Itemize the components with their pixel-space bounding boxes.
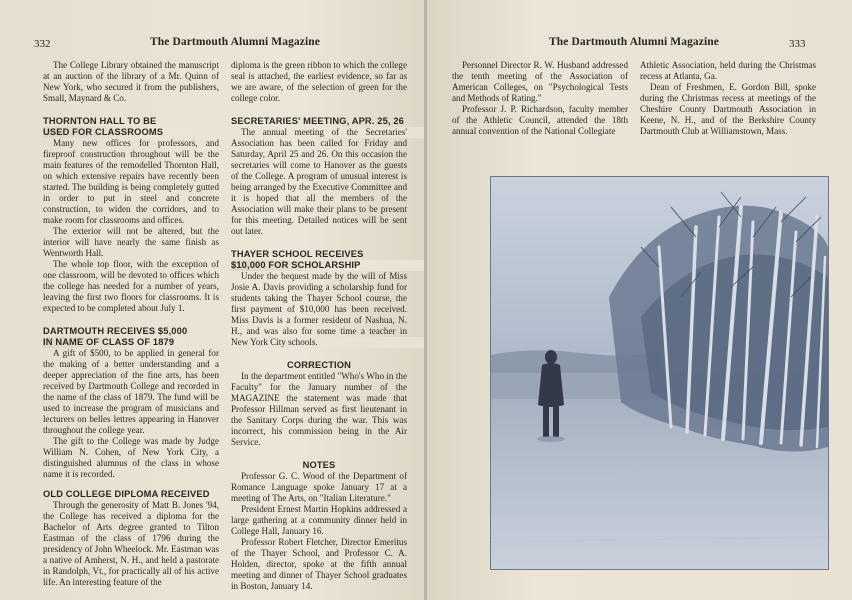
paragraph: Personnel Director R. W. Husband addressed the tenth meeting of the Association of American Colleges, on "Psychological Tests and Methods of Rating." (452, 60, 628, 103)
paragraph: President Ernest Martin Hopkins addressed a large gathering at a community dinner held in College Hall, January 16. (231, 504, 407, 536)
winter-birch-photograph (490, 176, 829, 570)
paragraph: Under the bequest made by the will of Miss Josie A. Davis providing a scholarship fund for students taking the Thayer School course, the first payment of $10,000 has been received. Miss Davis is a former resident of Nashua, N. H., and was also for some time a teacher in New York City schools. (231, 271, 407, 347)
paragraph: The College Library obtained the manuscript at an auction of the library of a Mr. Quinn of New York, who secured it from the publishers, Small, Maynard & Co. (43, 60, 219, 103)
left-page-column-1 (43, 60, 219, 588)
article-heading: CORRECTION (287, 360, 351, 370)
paragraph: The whole top floor, with the exception of one classroom, will be devoted to offices which the college has needed for a number of years, leaving the first two floors for classrooms. It is expected to be completed about July 1. (43, 259, 219, 313)
paragraph: A gift of $500, to be applied in general for the making of a better understanding and a deeper appreciation of the fine arts, has been received by Dartmouth College and recorded in the name of the class of 1879. The fund will be used to increase the program of musicians and lecturers on belles lettres appearing in Hanover throughout the college year. (43, 348, 219, 435)
article-heading: DARTMOUTH RECEIVES $5,000 IN NAME OF CLASS OF 1879 (43, 326, 219, 348)
paragraph: Professor J. P. Richardson, faculty member of the Athletic Council, attended the 18th annual convention of the National Collegiate (452, 104, 628, 136)
paragraph: Through the generosity of Matt B. Jones '94, the College has received a diploma for the Bachelor of Arts degree granted to Tilton Eastman of the class of 1796 during the presidency of John Wheelock. Mr. Eastman was a native of Amherst, N. H., and held a pastorate in Randolph, Vt., for practically all of his active life. An interesting feature of the (43, 500, 219, 587)
article-heading: NOTES (302, 460, 336, 470)
paragraph: The annual meeting of the Secretaries' Association has been called for Friday and Saturday, April 25 and 26. On this occasion the secretaries will come to Hanover as the guests of the College. A program of unusual interest is being arranged by the Executive Committee and it is hoped that all the members of the Association will make their plans to be present for this meeting. Detailed notices will be sent out later. (231, 127, 407, 236)
paragraph: In the department entitled "Who's Who in the Faculty" for the January number of the MAGAZINE the statement was made that Professor Hillman served as first lieutenant in the Sanitary Corps during the war. This was incorrect, his commission being in the Air Service. (231, 371, 407, 447)
running-header: The Dartmouth Alumni Magazine (150, 36, 320, 48)
page-number: 333 (789, 38, 806, 50)
paragraph: Many new offices for professors, and fireproof construction throughout will be the main features of the remodelled Thornton Hall, on which extensive repairs have recently been started. The building is being completely gutted in order to put in steel and concrete construction, to widen the corridors, and to make room for classrooms and offices. (43, 138, 219, 225)
paragraph: Professor G. C. Wood of the Department of Romance Language spoke January 17 at a meeting of The Arts, on "Italian Literature." (231, 471, 407, 503)
left-page-column-2 (231, 60, 407, 592)
right-page-column-2 (640, 60, 816, 137)
paragraph: diploma is the green ribbon to which the college seal is attached, the earliest evidence, so far as we are aware, of the selection of green for the college color. (231, 60, 407, 103)
article-heading: THAYER SCHOOL RECEIVES $10,000 FOR SCHOLARSHIP (231, 249, 407, 271)
paragraph: Professor Robert Fletcher, Director Emeritus of the Thayer School, and Professor C. A. Holden, director, spoke at the fifth annual meeting and dinner of Thayer School graduates in Boston, January 14. (231, 537, 407, 591)
right-page-column-1 (452, 60, 628, 137)
running-header: The Dartmouth Alumni Magazine (549, 36, 719, 48)
paragraph: The gift to the College was made by Judge William N. Cohen, of New York City, a distinguished alumnus of the class in whose name it is recorded. (43, 436, 219, 479)
article-heading: SECRETARIES' MEETING, APR. 25, 26 (231, 116, 404, 126)
left-page (0, 0, 425, 600)
article-heading: OLD COLLEGE DIPLOMA RECEIVED (43, 489, 210, 499)
paragraph: The exterior will not be altered, but the interior will have nearly the same finish as Wentworth Hall. (43, 226, 219, 258)
page-number: 332 (34, 38, 51, 50)
paragraph: Athletic Association, held during the Christmas recess at Atlanta, Ga. (640, 60, 816, 81)
article-heading: THORNTON HALL TO BE USED FOR CLASSROOMS (43, 116, 219, 138)
paragraph: Dean of Freshmen, E. Gordon Bill, spoke during the Christmas recess at meetings of the Cheshire County Dartmouth Association in Keene, N. H., and of the Berkshire County Dartmouth Club at Williamstown, Mass. (640, 82, 816, 136)
